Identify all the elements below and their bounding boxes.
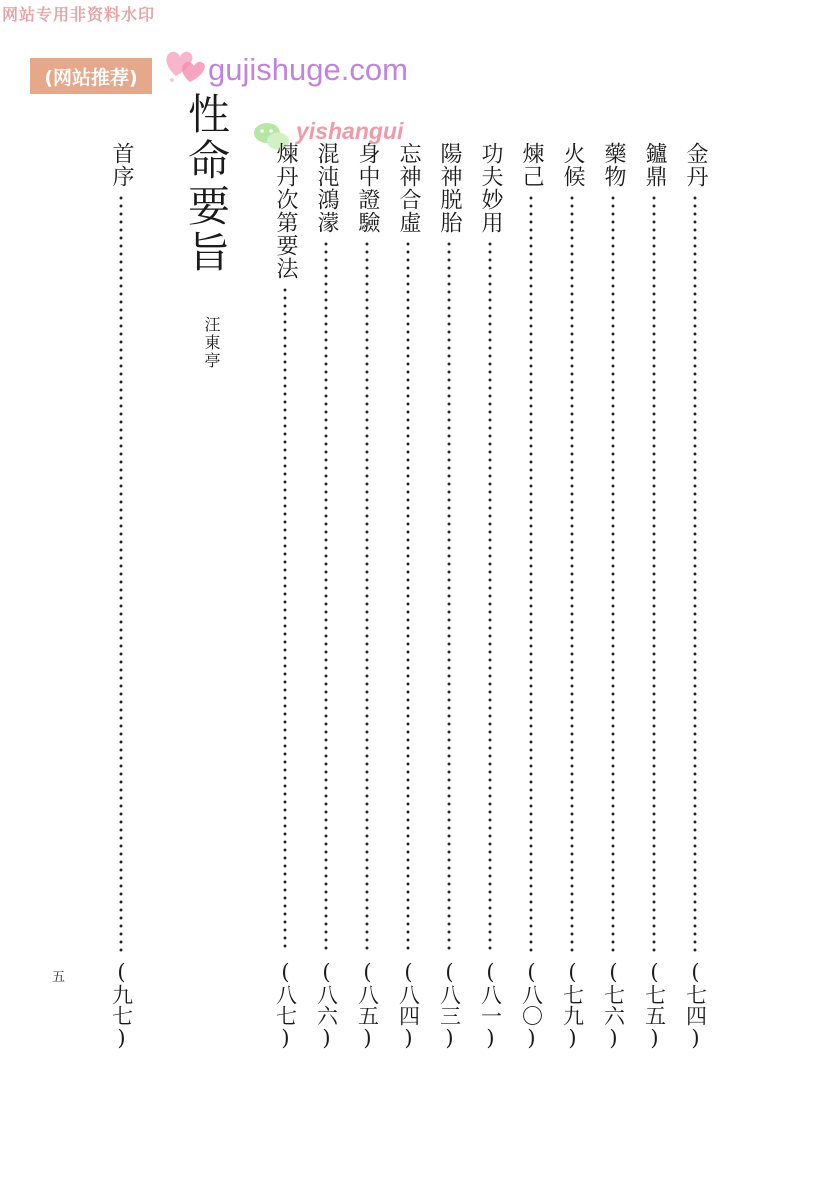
page-folio: 五 xyxy=(52,970,66,985)
dot-leader xyxy=(283,286,287,952)
dot-leader xyxy=(611,194,615,952)
toc-entry[interactable] xyxy=(311,142,341,1050)
dot-leader xyxy=(119,194,123,952)
toc-page-number: (八五) xyxy=(355,960,380,1050)
dot-leader xyxy=(570,194,574,952)
site-recommend-badge[interactable]: (网站推荐) xyxy=(30,58,152,94)
author-name: 汪東亭 xyxy=(202,316,221,370)
toc-entry[interactable] xyxy=(270,142,300,1050)
dot-leader xyxy=(652,194,656,952)
dot-leader xyxy=(488,240,492,952)
dot-leader xyxy=(447,240,451,952)
dot-leader xyxy=(693,194,697,952)
toc-page-number: (八三) xyxy=(437,960,462,1050)
dot-leader xyxy=(324,240,328,952)
toc-page-number: (七六) xyxy=(601,960,626,1050)
section-title: 性命要旨 xyxy=(182,92,231,276)
toc-title: 火候 xyxy=(560,142,585,188)
toc-entry[interactable] xyxy=(598,142,628,1050)
site-url-link-2[interactable]: yishangui xyxy=(296,118,404,144)
watermark-notice: 网站专用非资料水印 xyxy=(2,5,156,24)
toc-page-number: (七五) xyxy=(642,960,667,1050)
dot-leader xyxy=(406,240,410,952)
toc-entry[interactable] xyxy=(352,142,382,1050)
toc-entry[interactable] xyxy=(516,142,546,1050)
toc-entry[interactable] xyxy=(475,142,505,1050)
toc-title: 鑪鼎 xyxy=(642,142,667,188)
toc-entry[interactable] xyxy=(393,142,423,1050)
toc-entry[interactable] xyxy=(557,142,587,1050)
toc-page-number: (八六) xyxy=(314,960,339,1050)
toc-page-number: (八一) xyxy=(478,960,503,1050)
toc-page-number: (八七) xyxy=(273,960,298,1050)
toc-page-number: (七四) xyxy=(683,960,708,1050)
toc-page-number: (九七) xyxy=(109,960,134,1050)
toc-title: 金丹 xyxy=(683,142,708,188)
toc-page-number: (八〇) xyxy=(519,960,544,1050)
toc-entry-preface[interactable] xyxy=(106,142,136,1050)
heart-icon xyxy=(162,46,208,88)
toc-entry[interactable] xyxy=(639,142,669,1050)
toc-page-number: (八四) xyxy=(396,960,421,1050)
toc-title: 忘神合虛 xyxy=(396,142,421,234)
site-url-link[interactable]: gujishuge.com xyxy=(208,52,408,87)
toc-title: 煉己 xyxy=(519,142,544,188)
toc-page-number: (七九) xyxy=(560,960,585,1050)
toc-title: 混沌鴻濛 xyxy=(314,142,339,234)
toc-title: 煉丹次第要法 xyxy=(273,142,298,280)
toc-title: 功夫妙用 xyxy=(478,142,503,234)
toc-title: 首序 xyxy=(109,142,134,188)
toc-title: 身中證驗 xyxy=(355,142,380,234)
dot-leader xyxy=(529,194,533,952)
toc-title: 藥物 xyxy=(601,142,626,188)
toc-entry[interactable] xyxy=(434,142,464,1050)
dot-leader xyxy=(365,240,369,952)
toc-entry[interactable] xyxy=(680,142,710,1050)
toc-title: 陽神脱胎 xyxy=(437,142,462,234)
